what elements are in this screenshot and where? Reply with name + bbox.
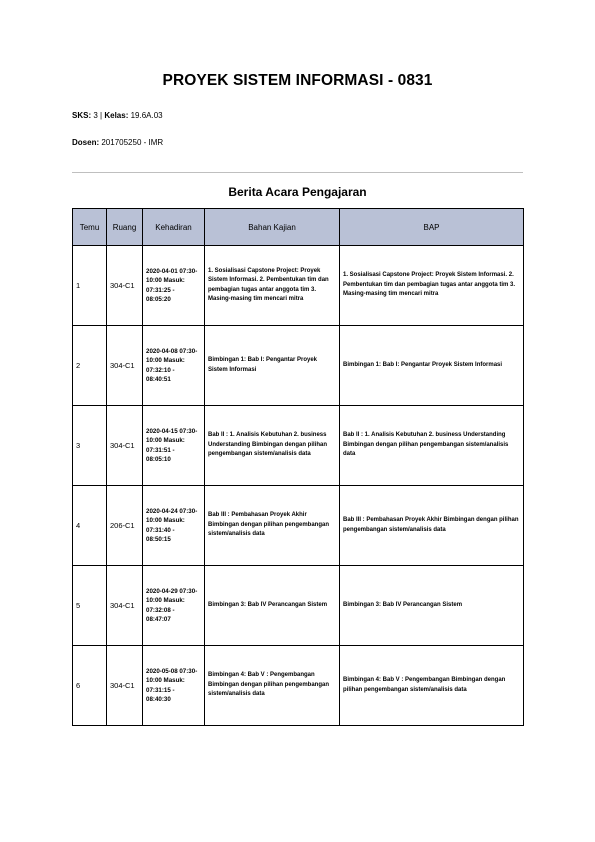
- dosen-value: 201705250 - IMR: [101, 138, 164, 147]
- cell-temu: 6: [73, 646, 107, 726]
- header-bap: BAP: [340, 209, 524, 246]
- table-header-row: [73, 209, 524, 246]
- document-title: PROYEK SISTEM INFORMASI - 0831: [162, 72, 433, 89]
- sks-label: SKS:: [72, 111, 92, 120]
- kelas-value: 19.6A.03: [130, 111, 163, 120]
- course-meta: [72, 111, 163, 120]
- cell-bap: Bimbingan 3: Bab IV Perancangan Sistem: [340, 566, 524, 646]
- cell-temu: 5: [73, 566, 107, 646]
- cell-bahan-kajian: 1. Sosialisasi Capstone Project: Proyek Sistem Informasi. 2. Pembentukan tim dan pembagian tugas antar anggota tim 3. Masing-masing tim mencari mitra: [205, 246, 340, 326]
- divider: [72, 172, 523, 173]
- header-kehadiran: Kehadiran: [143, 209, 205, 246]
- table-row: [73, 406, 524, 486]
- table-row: [73, 326, 524, 406]
- cell-temu: 3: [73, 406, 107, 486]
- section-title: Berita Acara Pengajaran: [228, 185, 367, 199]
- cell-kehadiran: 2020-04-15 07:30-10:00 Masuk: 07:31:51 - 08:05:10: [143, 406, 205, 486]
- cell-ruang: 206-C1: [107, 486, 143, 566]
- cell-kehadiran: 2020-04-01 07:30-10:00 Masuk: 07:31:25 - 08:05:20: [143, 246, 205, 326]
- cell-ruang: 304-C1: [107, 326, 143, 406]
- cell-ruang: 304-C1: [107, 246, 143, 326]
- cell-bap: Bab II : 1. Analisis Kebutuhan 2. business Understanding Bimbingan dengan pilihan pengembangan sistem/analisis data: [340, 406, 524, 486]
- cell-bahan-kajian: Bimbingan 4: Bab V : Pengembangan Bimbingan dengan pilihan pengembangan sistem/analisis data: [205, 646, 340, 726]
- cell-temu: 2: [73, 326, 107, 406]
- bap-table: [72, 208, 524, 726]
- cell-bap: 1. Sosialisasi Capstone Project: Proyek Sistem Informasi. 2. Pembentukan tim dan pembagian tugas antar anggota tim 3. Masing-masing tim mencari mitra: [340, 246, 524, 326]
- table-row: [73, 486, 524, 566]
- cell-ruang: 304-C1: [107, 646, 143, 726]
- header-bahan-kajian: Bahan Kajian: [205, 209, 340, 246]
- cell-ruang: 304-C1: [107, 406, 143, 486]
- dosen-label: Dosen:: [72, 138, 100, 147]
- lecturer-meta: [72, 138, 163, 147]
- cell-temu: 1: [73, 246, 107, 326]
- sks-value: 3 |: [93, 111, 105, 120]
- cell-ruang: 304-C1: [107, 566, 143, 646]
- cell-kehadiran: 2020-05-08 07:30-10:00 Masuk: 07:31:15 - 08:40:30: [143, 646, 205, 726]
- table-row: [73, 566, 524, 646]
- cell-kehadiran: 2020-04-24 07:30-10:00 Masuk: 07:31:40 - 08:50:15: [143, 486, 205, 566]
- cell-kehadiran: 2020-04-08 07:30-10:00 Masuk: 07:32:10 - 08:40:51: [143, 326, 205, 406]
- cell-kehadiran: 2020-04-29 07:30-10:00 Masuk: 07:32:08 - 08:47:07: [143, 566, 205, 646]
- cell-bahan-kajian: Bimbingan 1: Bab I: Pengantar Proyek Sistem Informasi: [205, 326, 340, 406]
- table-row: [73, 646, 524, 726]
- cell-bahan-kajian: Bab II : 1. Analisis Kebutuhan 2. business Understanding Bimbingan dengan pilihan pengembangan sistem/analisis data: [205, 406, 340, 486]
- cell-temu: 4: [73, 486, 107, 566]
- cell-bahan-kajian: Bab III : Pembahasan Proyek Akhir Bimbingan dengan pilihan pengembangan sistem/analisis data: [205, 486, 340, 566]
- table-row: [73, 246, 524, 326]
- kelas-label: Kelas:: [104, 111, 129, 120]
- cell-bap: Bimbingan 4: Bab V : Pengembangan Bimbingan dengan pilihan pengembangan sistem/analisis data: [340, 646, 524, 726]
- cell-bap: Bab III : Pembahasan Proyek Akhir Bimbingan dengan pilihan pengembangan sistem/analisis data: [340, 486, 524, 566]
- header-temu: Temu: [73, 209, 107, 246]
- cell-bahan-kajian: Bimbingan 3: Bab IV Perancangan Sistem: [205, 566, 340, 646]
- header-ruang: Ruang: [107, 209, 143, 246]
- cell-bap: Bimbingan 1: Bab I: Pengantar Proyek Sistem Informasi: [340, 326, 524, 406]
